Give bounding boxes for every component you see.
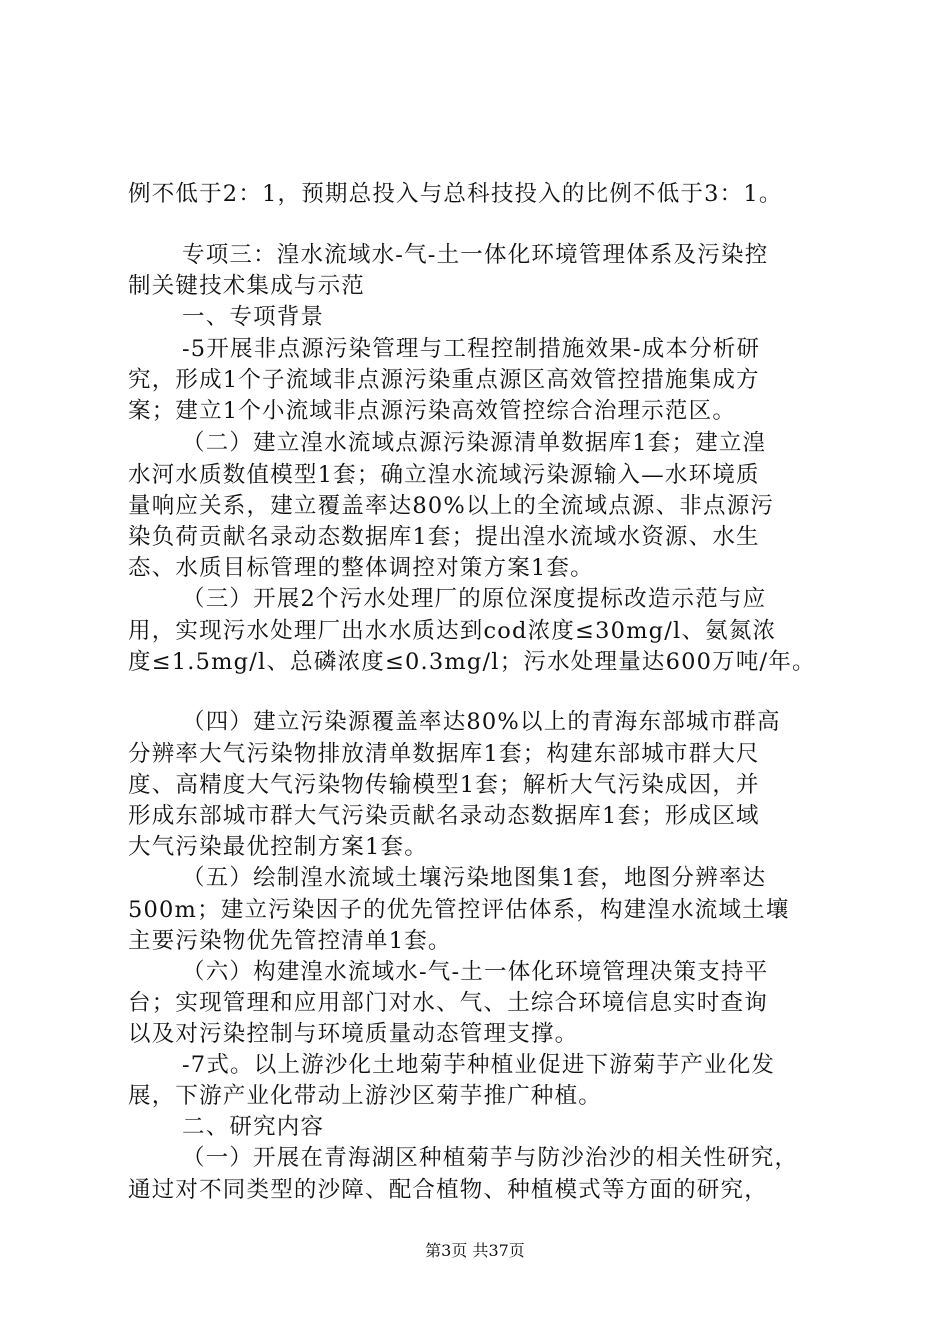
text-line: 形成东部城市群大气污染贡献名录动态数据库1套；形成区域 bbox=[128, 803, 760, 829]
text-line: （六）构建湟水流域水-气-土一体化环境管理决策支持平 bbox=[182, 959, 769, 985]
page-number-footer: 第3页 共37页 bbox=[425, 1241, 525, 1260]
text-line: 度、高精度大气污染物传输模型1套；解析大气污染成因，并 bbox=[128, 772, 760, 798]
text-line: （二）建立湟水流域点源污染源清单数据库1套；建立湟 bbox=[182, 430, 767, 456]
section-heading-continued: 制关键技术集成与示范 bbox=[128, 273, 366, 299]
text-line: （五）绘制湟水流域土壤污染地图集1套，地图分辨率达 bbox=[182, 865, 767, 891]
text-line: （一）开展在青海湖区种植菊芋与防沙治沙的相关性研究， bbox=[182, 1145, 799, 1171]
text-line: -5开展非点源污染管理与工程控制措施效果-成本分析研 bbox=[182, 336, 761, 362]
text-line: -7式。以上游沙化土地菊芋种植业促进下游菊芋产业化发 bbox=[182, 1052, 776, 1078]
text-line: 主要污染物优先管控清单1套。 bbox=[128, 928, 452, 954]
text-line: 用，实现污水处理厂出水水质达到cod浓度≤30mg/l、氨氮浓 bbox=[128, 618, 777, 644]
text-line: 量响应关系，建立覆盖率达80%以上的全流域点源、非点源污 bbox=[128, 493, 775, 519]
subsection-heading: 一、专项背景 bbox=[182, 304, 325, 330]
text-line: 究，形成1个子流域非点源污染重点源区高效管控措施集成方 bbox=[128, 367, 760, 393]
text-line: 染负荷贡献名录动态数据库1套；提出湟水流域水资源、水生 bbox=[128, 524, 760, 550]
text-line: 态、水质目标管理的整体调控对策方案1套。 bbox=[128, 555, 594, 581]
text-line: （四）建立污染源覆盖率达80%以上的青海东部城市群高 bbox=[182, 709, 781, 735]
text-line: 500m；建立污染因子的优先管控评估体系，构建湟水流域土壤 bbox=[128, 897, 790, 923]
text-line: 以及对污染控制与环境质量动态管理支撑。 bbox=[128, 1021, 579, 1047]
text-line: 大气污染最优控制方案1套。 bbox=[128, 834, 428, 860]
text-line: （三）开展2个污水处理厂的原位深度提标改造示范与应 bbox=[182, 586, 767, 612]
text-line: 通过对不同类型的沙障、配合植物、种植模式等方面的研究， bbox=[128, 1177, 768, 1203]
text-line: 例不低于2：1，预期总投入与总科技投入的比例不低于3：1。 bbox=[128, 181, 783, 207]
section-heading: 专项三：湟水流域水-气-土一体化环境管理体系及污染控 bbox=[182, 242, 769, 268]
text-line: 案；建立1个小流域非点源污染高效管控综合治理示范区。 bbox=[128, 398, 737, 424]
text-line: 展，下游产业化带动上游沙区菊芋推广种植。 bbox=[128, 1083, 603, 1109]
text-line: 台；实现管理和应用部门对水、气、土综合环境信息实时查询 bbox=[128, 990, 768, 1016]
subsection-heading: 二、研究内容 bbox=[182, 1114, 325, 1140]
text-line: 分辨率大气污染物排放清单数据库1套；构建东部城市群大尺 bbox=[128, 741, 760, 767]
text-line: 水河水质数值模型1套；确立湟水流域污染源输入—水环境质 bbox=[128, 462, 760, 488]
text-line: 度≤1.5mg/l、总磷浓度≤0.3mg/l；污水处理量达600万吨/年。 bbox=[128, 649, 816, 675]
